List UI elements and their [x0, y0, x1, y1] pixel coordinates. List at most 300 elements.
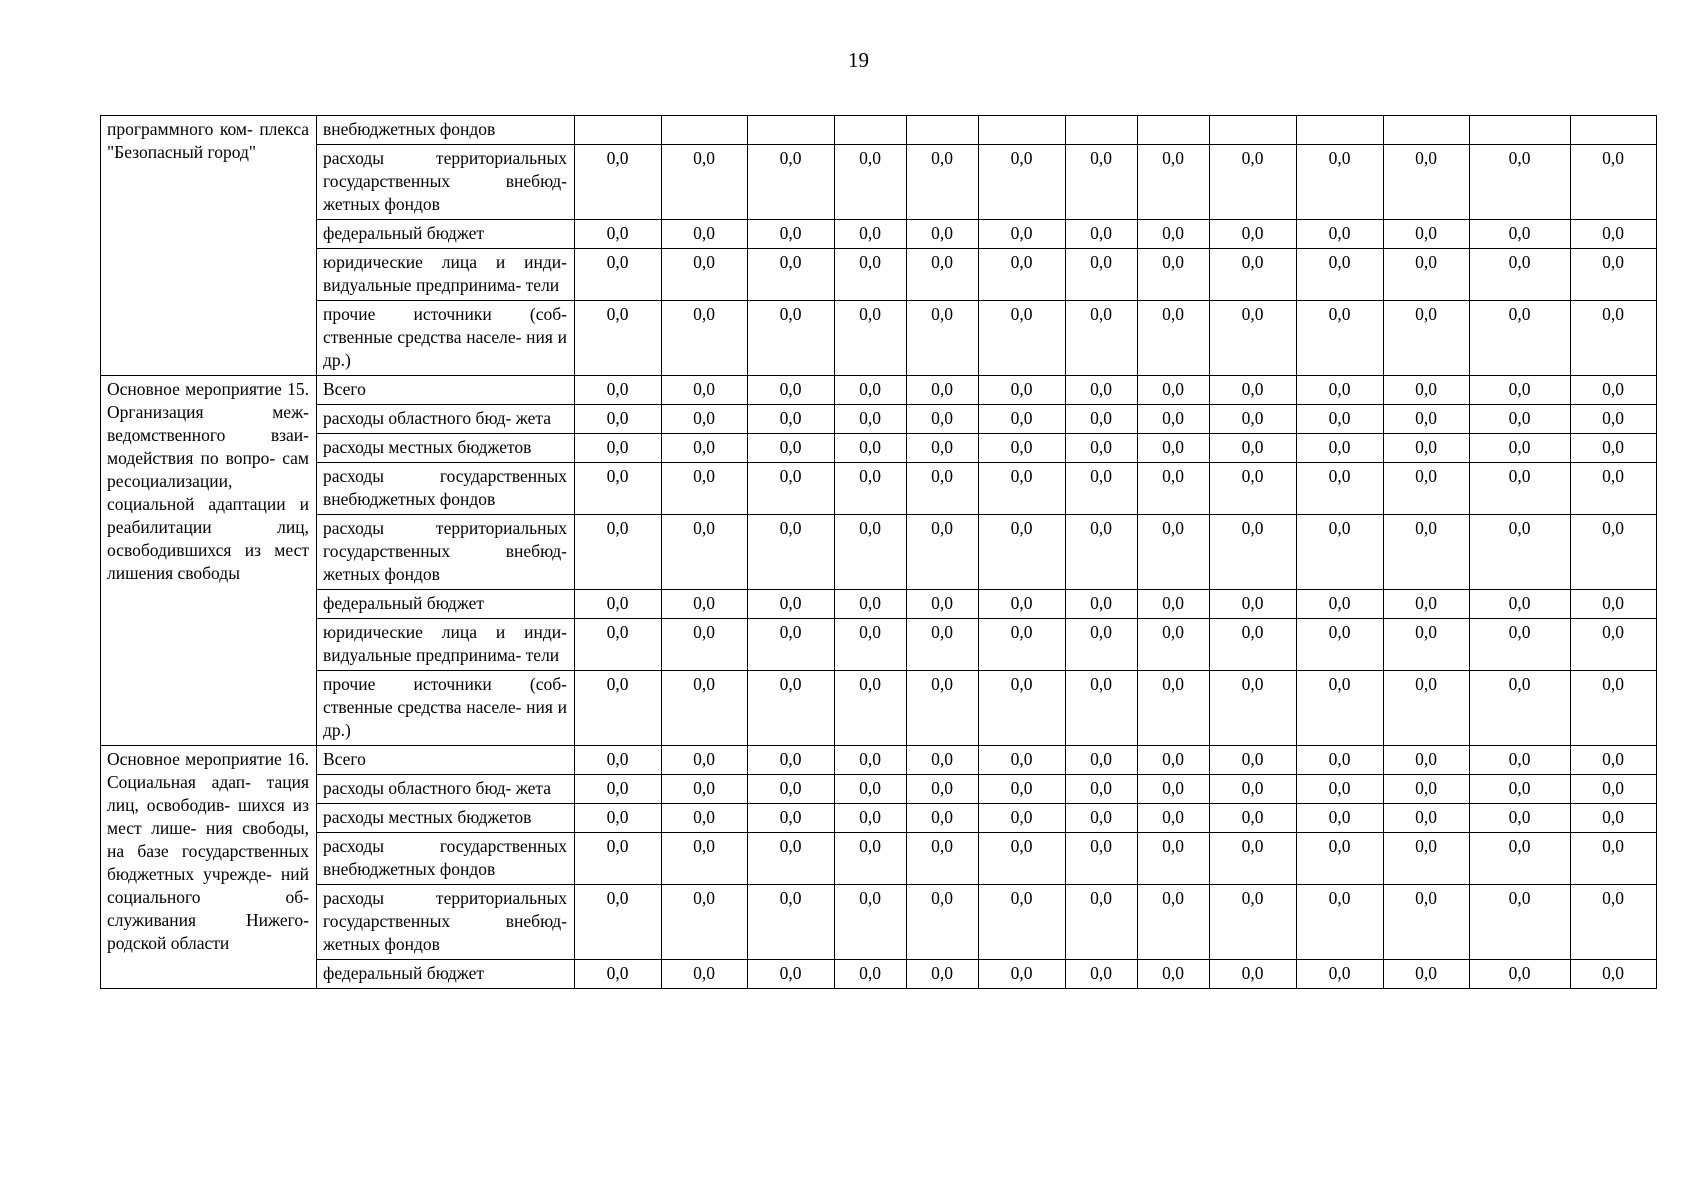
event-text-line: освободившихся из: [107, 540, 261, 560]
funding-source-cell: [317, 301, 575, 376]
funding-source-cell: [317, 249, 575, 301]
value-cell: 0,0: [1470, 746, 1571, 775]
event-cell: [101, 376, 317, 746]
value-cell: 0,0: [1384, 619, 1470, 671]
table-row: [101, 671, 1657, 746]
event-text-line: служивания Нижего-: [107, 910, 309, 930]
value-cell: 0,0: [1571, 463, 1657, 515]
table-row: [101, 590, 1657, 619]
value-cell: 0,0: [1210, 775, 1297, 804]
value-cell: 0,0: [1210, 960, 1297, 989]
value-cell: 0,0: [1138, 590, 1210, 619]
value-cell: 0,0: [1384, 885, 1470, 960]
value-cell: 0,0: [1210, 804, 1297, 833]
value-cell: 0,0: [662, 376, 748, 405]
value-cell: 0,0: [907, 804, 979, 833]
value-cell: 0,0: [748, 515, 835, 590]
value-cell: 0,0: [1210, 249, 1297, 301]
value-cell: 0,0: [575, 804, 662, 833]
funding-source-line: жетных фондов: [323, 194, 440, 214]
value-cell: 0,0: [1297, 960, 1384, 989]
value-cell: 0,0: [835, 885, 907, 960]
event-text-line: ния свободы, на базе: [107, 818, 309, 861]
value-cell: 0,0: [835, 590, 907, 619]
value-cell: 0,0: [575, 590, 662, 619]
value-cell: 0,0: [1210, 671, 1297, 746]
value-cell: 0,0: [1571, 220, 1657, 249]
funding-source-cell: [317, 885, 575, 960]
value-cell: 0,0: [1470, 833, 1571, 885]
value-cell: 0,0: [835, 463, 907, 515]
value-cell: 0,0: [1297, 301, 1384, 376]
funding-source-line: расходы областного бюд-: [323, 778, 512, 798]
value-cell: 0,0: [1066, 515, 1138, 590]
table-row: [101, 833, 1657, 885]
value-cell: 0,0: [662, 885, 748, 960]
value-cell: 0,0: [1138, 249, 1210, 301]
value-cell: 0,0: [979, 671, 1066, 746]
value-cell: 0,0: [907, 405, 979, 434]
value-cell: 0,0: [662, 249, 748, 301]
value-cell: 0,0: [1384, 804, 1470, 833]
value-cell: 0,0: [748, 145, 835, 220]
value-cell: 0,0: [1297, 619, 1384, 671]
value-cell: 0,0: [1138, 220, 1210, 249]
value-cell: [907, 116, 979, 145]
value-cell: 0,0: [662, 405, 748, 434]
value-cell: 0,0: [1138, 405, 1210, 434]
value-cell: 0,0: [1571, 405, 1657, 434]
table-row: [101, 301, 1657, 376]
value-cell: 0,0: [907, 249, 979, 301]
funding-source-line: внебюджетных фондов: [323, 859, 496, 879]
value-cell: 0,0: [748, 960, 835, 989]
value-cell: 0,0: [1066, 249, 1138, 301]
value-cell: 0,0: [748, 833, 835, 885]
funding-source-line: видуальные предпринима-: [323, 275, 522, 295]
value-cell: 0,0: [907, 833, 979, 885]
value-cell: 0,0: [1470, 434, 1571, 463]
value-cell: 0,0: [1571, 376, 1657, 405]
value-cell: 0,0: [575, 671, 662, 746]
value-cell: 0,0: [1297, 746, 1384, 775]
value-cell: 0,0: [907, 515, 979, 590]
value-cell: 0,0: [1470, 671, 1571, 746]
event-text-line: ний социального об-: [107, 864, 309, 907]
value-cell: 0,0: [1470, 590, 1571, 619]
value-cell: 0,0: [907, 434, 979, 463]
value-cell: 0,0: [1571, 804, 1657, 833]
value-cell: 0,0: [1297, 775, 1384, 804]
funding-source-line: федеральный бюджет: [323, 963, 485, 983]
value-cell: 0,0: [1470, 775, 1571, 804]
value-cell: 0,0: [1066, 775, 1138, 804]
value-cell: [1138, 116, 1210, 145]
value-cell: 0,0: [1210, 376, 1297, 405]
funding-source-line: жета: [515, 778, 551, 798]
value-cell: 0,0: [835, 220, 907, 249]
value-cell: 0,0: [1210, 833, 1297, 885]
value-cell: 0,0: [575, 833, 662, 885]
value-cell: 0,0: [1384, 833, 1470, 885]
table-row: [101, 434, 1657, 463]
value-cell: 0,0: [1066, 376, 1138, 405]
value-cell: 0,0: [748, 746, 835, 775]
value-cell: 0,0: [662, 746, 748, 775]
value-cell: 0,0: [1470, 249, 1571, 301]
value-cell: 0,0: [1297, 434, 1384, 463]
funding-source-cell: [317, 804, 575, 833]
value-cell: 0,0: [907, 463, 979, 515]
event-text-line: родской области: [107, 933, 230, 953]
funding-source-line: расходы территориальных: [323, 888, 567, 908]
value-cell: 0,0: [1066, 833, 1138, 885]
value-cell: 0,0: [1138, 376, 1210, 405]
funding-source-line: внебюджетных фондов: [323, 489, 496, 509]
value-cell: 0,0: [748, 220, 835, 249]
value-cell: 0,0: [1066, 405, 1138, 434]
value-cell: 0,0: [979, 463, 1066, 515]
value-cell: 0,0: [748, 405, 835, 434]
value-cell: 0,0: [575, 515, 662, 590]
value-cell: 0,0: [1210, 434, 1297, 463]
value-cell: 0,0: [1210, 885, 1297, 960]
funding-source-line: Всего: [323, 749, 366, 769]
value-cell: 0,0: [575, 301, 662, 376]
value-cell: [575, 116, 662, 145]
value-cell: 0,0: [1138, 434, 1210, 463]
event-text-line: бюджетных учрежде-: [107, 864, 272, 884]
event-cell: [101, 746, 317, 989]
funding-source-cell: [317, 746, 575, 775]
value-cell: 0,0: [979, 301, 1066, 376]
value-cell: 0,0: [835, 804, 907, 833]
value-cell: 0,0: [575, 960, 662, 989]
funding-source-cell: [317, 434, 575, 463]
value-cell: 0,0: [662, 775, 748, 804]
value-cell: 0,0: [979, 746, 1066, 775]
value-cell: 0,0: [1384, 249, 1470, 301]
value-cell: 0,0: [575, 145, 662, 220]
table-row: [101, 376, 1657, 405]
value-cell: 0,0: [1470, 376, 1571, 405]
table-row: [101, 515, 1657, 590]
value-cell: [1571, 116, 1657, 145]
value-cell: 0,0: [835, 960, 907, 989]
value-cell: 0,0: [907, 301, 979, 376]
value-cell: 0,0: [575, 463, 662, 515]
value-cell: 0,0: [575, 775, 662, 804]
value-cell: 0,0: [1297, 220, 1384, 249]
value-cell: 0,0: [1138, 619, 1210, 671]
table-row: [101, 885, 1657, 960]
event-text-line: Основное мероприятие: [107, 749, 282, 769]
value-cell: 0,0: [907, 145, 979, 220]
value-cell: 0,0: [979, 619, 1066, 671]
event-text-line: 15. Организация меж-: [107, 379, 309, 422]
value-cell: 0,0: [1297, 463, 1384, 515]
event-text-line: модействия по вопро-: [107, 448, 276, 468]
value-cell: 0,0: [1470, 145, 1571, 220]
value-cell: 0,0: [979, 405, 1066, 434]
value-cell: 0,0: [979, 145, 1066, 220]
value-cell: 0,0: [835, 619, 907, 671]
value-cell: 0,0: [1470, 804, 1571, 833]
funding-source-line: ственные средства населе-: [323, 697, 522, 717]
table-row: [101, 220, 1657, 249]
value-cell: 0,0: [1571, 145, 1657, 220]
value-cell: 0,0: [1571, 885, 1657, 960]
funding-source-line: расходы государственных: [323, 836, 567, 856]
value-cell: 0,0: [1066, 301, 1138, 376]
value-cell: 0,0: [1138, 463, 1210, 515]
value-cell: 0,0: [1210, 515, 1297, 590]
value-cell: 0,0: [1571, 671, 1657, 746]
value-cell: 0,0: [575, 376, 662, 405]
value-cell: 0,0: [575, 885, 662, 960]
funding-source-cell: [317, 833, 575, 885]
value-cell: 0,0: [979, 833, 1066, 885]
value-cell: 0,0: [979, 885, 1066, 960]
funding-source-line: тели: [525, 645, 560, 665]
funding-source-cell: [317, 960, 575, 989]
value-cell: 0,0: [979, 249, 1066, 301]
funding-source-cell: [317, 515, 575, 590]
value-cell: 0,0: [1571, 746, 1657, 775]
value-cell: 0,0: [662, 804, 748, 833]
value-cell: 0,0: [662, 960, 748, 989]
value-cell: 0,0: [907, 376, 979, 405]
value-cell: [1384, 116, 1470, 145]
table-row: [101, 960, 1657, 989]
table-row: [101, 249, 1657, 301]
value-cell: 0,0: [662, 833, 748, 885]
value-cell: 0,0: [1571, 775, 1657, 804]
funding-source-line: жета: [515, 408, 551, 428]
value-cell: 0,0: [1384, 775, 1470, 804]
value-cell: 0,0: [907, 960, 979, 989]
funding-source-line: ния и др.): [323, 697, 568, 740]
value-cell: 0,0: [1066, 590, 1138, 619]
table-row: [101, 405, 1657, 434]
funding-source-line: юридические лица и инди-: [323, 252, 567, 272]
value-cell: 0,0: [835, 249, 907, 301]
value-cell: 0,0: [748, 619, 835, 671]
value-cell: 0,0: [748, 671, 835, 746]
value-cell: 0,0: [1297, 833, 1384, 885]
table-row: [101, 804, 1657, 833]
event-text-line: шихся из мест лише-: [107, 795, 310, 838]
value-cell: 0,0: [907, 746, 979, 775]
funding-source-cell: [317, 671, 575, 746]
value-cell: 0,0: [835, 434, 907, 463]
value-cell: 0,0: [1470, 960, 1571, 989]
value-cell: 0,0: [835, 405, 907, 434]
value-cell: 0,0: [1384, 515, 1470, 590]
value-cell: 0,0: [1297, 515, 1384, 590]
value-cell: 0,0: [1138, 960, 1210, 989]
funding-source-line: расходы государственных: [323, 466, 567, 486]
value-cell: 0,0: [662, 434, 748, 463]
value-cell: 0,0: [662, 590, 748, 619]
event-cell: [101, 116, 317, 376]
value-cell: 0,0: [1297, 145, 1384, 220]
value-cell: 0,0: [1297, 405, 1384, 434]
value-cell: 0,0: [835, 376, 907, 405]
value-cell: 0,0: [979, 515, 1066, 590]
value-cell: [1297, 116, 1384, 145]
table-row: [101, 116, 1657, 145]
event-text-line: программного ком-: [107, 119, 253, 139]
value-cell: 0,0: [1138, 301, 1210, 376]
value-cell: 0,0: [1571, 434, 1657, 463]
value-cell: 0,0: [1571, 833, 1657, 885]
value-cell: 0,0: [748, 590, 835, 619]
event-text-line: социальной адаптации: [107, 494, 286, 514]
value-cell: 0,0: [1571, 590, 1657, 619]
funding-source-line: федеральный бюджет: [323, 593, 485, 613]
value-cell: 0,0: [907, 885, 979, 960]
value-cell: 0,0: [1138, 833, 1210, 885]
value-cell: 0,0: [1297, 804, 1384, 833]
value-cell: 0,0: [1571, 515, 1657, 590]
value-cell: [979, 116, 1066, 145]
value-cell: [662, 116, 748, 145]
value-cell: 0,0: [1470, 885, 1571, 960]
value-cell: 0,0: [1384, 405, 1470, 434]
value-cell: 0,0: [1470, 463, 1571, 515]
funding-source-line: ния и др.): [323, 327, 568, 370]
funding-source-cell: [317, 405, 575, 434]
value-cell: 0,0: [748, 376, 835, 405]
value-cell: 0,0: [907, 619, 979, 671]
financing-table: [100, 115, 1657, 989]
event-text-line: и реабилитации лиц,: [107, 494, 309, 537]
event-text-line: город": [207, 142, 257, 162]
value-cell: 0,0: [907, 671, 979, 746]
value-cell: 0,0: [1210, 301, 1297, 376]
value-cell: 0,0: [748, 249, 835, 301]
value-cell: 0,0: [1138, 746, 1210, 775]
value-cell: 0,0: [1384, 220, 1470, 249]
value-cell: 0,0: [835, 746, 907, 775]
value-cell: 0,0: [1066, 220, 1138, 249]
value-cell: 0,0: [1470, 301, 1571, 376]
value-cell: 0,0: [1384, 960, 1470, 989]
table-row: [101, 145, 1657, 220]
page-number: 19: [848, 48, 869, 72]
value-cell: 0,0: [575, 746, 662, 775]
funding-source-line: расходы местных бюджетов: [323, 437, 532, 457]
value-cell: 0,0: [1297, 671, 1384, 746]
value-cell: 0,0: [1384, 376, 1470, 405]
value-cell: 0,0: [1297, 590, 1384, 619]
value-cell: 0,0: [1297, 376, 1384, 405]
value-cell: 0,0: [1066, 671, 1138, 746]
funding-source-line: жетных фондов: [323, 564, 440, 584]
value-cell: 0,0: [835, 775, 907, 804]
value-cell: 0,0: [662, 515, 748, 590]
value-cell: 0,0: [748, 463, 835, 515]
event-text-line: плекса "Безопасный: [107, 119, 309, 162]
value-cell: 0,0: [1384, 463, 1470, 515]
funding-source-line: расходы территориальных: [323, 518, 567, 538]
value-cell: 0,0: [1571, 960, 1657, 989]
event-text-line: мест лишения свободы: [107, 540, 309, 583]
table-body: [101, 116, 1657, 989]
funding-source-line: тели: [525, 275, 560, 295]
value-cell: 0,0: [1066, 960, 1138, 989]
value-cell: 0,0: [748, 885, 835, 960]
funding-source-line: государственных внебюд-: [323, 911, 567, 931]
funding-source-line: ственные средства населе-: [323, 327, 522, 347]
value-cell: 0,0: [1571, 249, 1657, 301]
funding-source-cell: [317, 376, 575, 405]
value-cell: 0,0: [1210, 145, 1297, 220]
event-text-line: сам ресоциализации,: [107, 448, 310, 491]
value-cell: 0,0: [835, 671, 907, 746]
value-cell: 0,0: [979, 220, 1066, 249]
value-cell: 0,0: [748, 301, 835, 376]
value-cell: 0,0: [1210, 463, 1297, 515]
funding-source-cell: [317, 590, 575, 619]
value-cell: 0,0: [1384, 746, 1470, 775]
event-text-line: ведомственного взаи-: [107, 425, 309, 445]
value-cell: 0,0: [835, 301, 907, 376]
value-cell: 0,0: [662, 220, 748, 249]
value-cell: 0,0: [979, 590, 1066, 619]
value-cell: 0,0: [1138, 804, 1210, 833]
funding-source-line: Всего: [323, 379, 366, 399]
value-cell: 0,0: [1571, 301, 1657, 376]
value-cell: 0,0: [1297, 249, 1384, 301]
value-cell: 0,0: [1384, 671, 1470, 746]
funding-source-line: государственных внебюд-: [323, 171, 567, 191]
funding-source-cell: [317, 775, 575, 804]
value-cell: 0,0: [1210, 220, 1297, 249]
value-cell: 0,0: [835, 833, 907, 885]
value-cell: 0,0: [1066, 145, 1138, 220]
funding-source-cell: [317, 619, 575, 671]
value-cell: 0,0: [1066, 804, 1138, 833]
value-cell: 0,0: [748, 434, 835, 463]
value-cell: 0,0: [1470, 220, 1571, 249]
value-cell: 0,0: [575, 220, 662, 249]
value-cell: 0,0: [662, 145, 748, 220]
value-cell: 0,0: [1138, 515, 1210, 590]
value-cell: 0,0: [907, 590, 979, 619]
table-row: [101, 746, 1657, 775]
funding-source-line: расходы территориальных: [323, 148, 567, 168]
value-cell: 0,0: [979, 434, 1066, 463]
value-cell: [1066, 116, 1138, 145]
value-cell: 0,0: [1210, 619, 1297, 671]
value-cell: 0,0: [1138, 775, 1210, 804]
value-cell: 0,0: [1066, 746, 1138, 775]
value-cell: 0,0: [1066, 434, 1138, 463]
value-cell: 0,0: [907, 775, 979, 804]
value-cell: 0,0: [662, 463, 748, 515]
value-cell: [1210, 116, 1297, 145]
value-cell: 0,0: [1210, 746, 1297, 775]
funding-source-cell: [317, 463, 575, 515]
value-cell: 0,0: [1571, 619, 1657, 671]
value-cell: 0,0: [1384, 145, 1470, 220]
value-cell: 0,0: [1066, 463, 1138, 515]
value-cell: 0,0: [1470, 515, 1571, 590]
value-cell: 0,0: [979, 376, 1066, 405]
value-cell: 0,0: [1384, 590, 1470, 619]
